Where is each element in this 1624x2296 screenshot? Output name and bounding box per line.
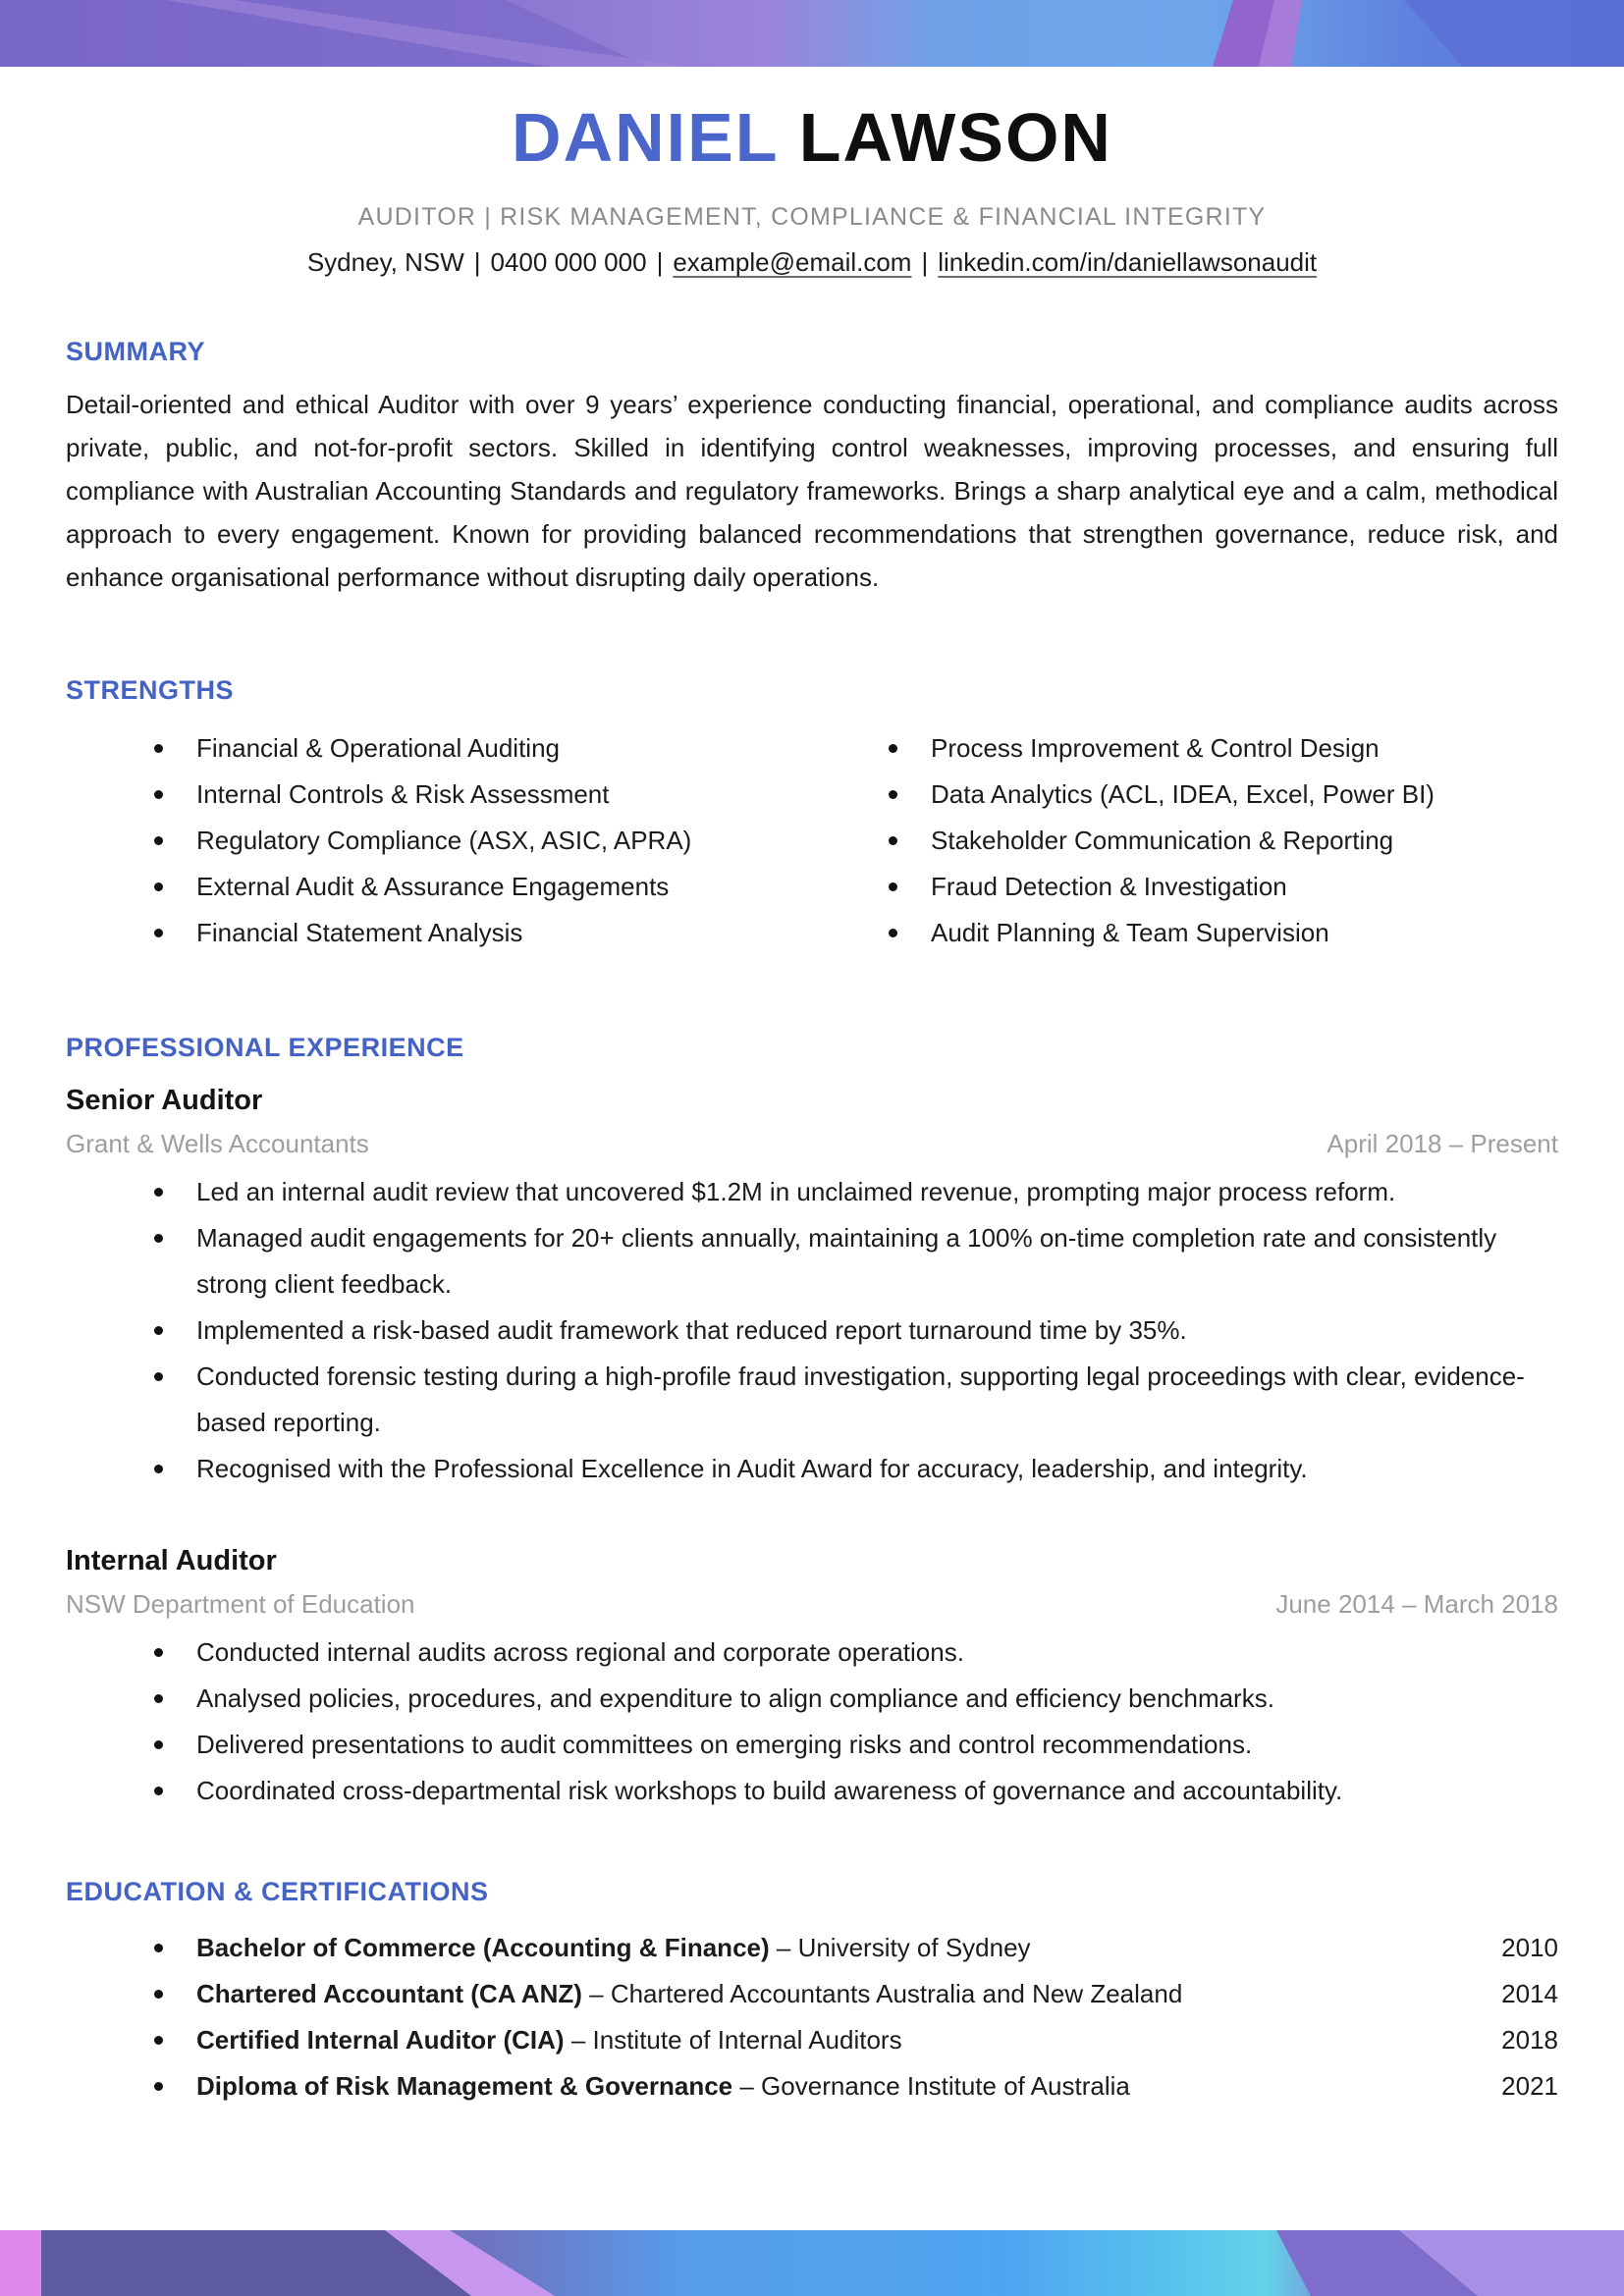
decorative-banner-top [0, 0, 1624, 67]
education-qualification: Chartered Accountant (CA ANZ) [196, 1979, 582, 2008]
name-heading [0, 100, 1624, 176]
last-name: LAWSON [798, 99, 1112, 176]
strength-item: Regulatory Compliance (ASX, ASIC, APRA) [154, 818, 812, 864]
education-year: 2018 [1501, 2025, 1558, 2055]
education-item [154, 1971, 1558, 2017]
job-bullet: Recognised with the Professional Excellence in Audit Award for accuracy, leadership, and integrity. [154, 1446, 1558, 1492]
contact-linkedin-link[interactable]: linkedin.com/in/daniellawsonaudit [938, 247, 1318, 277]
job-bullet-list [66, 1629, 1558, 1814]
job-company: NSW Department of Education [66, 1589, 415, 1619]
strengths-list-right [812, 725, 1558, 956]
strength-item: Stakeholder Communication & Reporting [889, 818, 1558, 864]
strength-item: Data Analytics (ACL, IDEA, Excel, Power BI) [889, 772, 1558, 818]
job-title: Internal Auditor [66, 1545, 277, 1576]
job-bullet: Implemented a risk-based audit framework that reduced report turnaround time by 35%. [154, 1308, 1558, 1354]
job-bullet: Conducted forensic testing during a high-profile fraud investigation, supporting legal proceedings with clear, evidence-based reporting. [154, 1354, 1558, 1446]
education-item [154, 1925, 1558, 1971]
summary-section [66, 337, 1558, 599]
strengths-section [66, 675, 1558, 956]
job-bullet: Delivered presentations to audit committees on emerging risks and control recommendations. [154, 1722, 1558, 1768]
education-text [196, 2063, 1130, 2109]
strength-item: External Audit & Assurance Engagements [154, 864, 812, 910]
education-text [196, 1971, 1182, 2017]
experience-section [66, 1033, 1558, 1814]
contact-separator: | [473, 247, 481, 277]
education-list [66, 1925, 1558, 2109]
education-section [66, 1877, 1558, 2109]
contact-phone: 0400 000 000 [490, 247, 647, 277]
contact-separator: | [921, 247, 929, 277]
job-entry-senior-auditor [66, 1085, 1558, 1492]
summary-text: Detail-oriented and ethical Auditor with over 9 years’ experience conducting financial, operational, and compliance audits across private, public, and not-for-profit sectors. Skilled in identifying control weaknesses, improving processes, and ensuring full compliance with Australian Accounting Standards and regulatory frameworks. Brings a sharp analytical eye and a calm, methodical approach to every engagement. Known for providing balanced recommendations that strengthen governance, reduce risk, and enhance organisational performance without disrupting daily operations. [66, 390, 1558, 592]
job-company: Grant & Wells Accountants [66, 1129, 369, 1158]
strengths-section-title: STRENGTHS [66, 675, 235, 705]
job-meta [66, 1129, 1558, 1159]
education-text [196, 1925, 1031, 1971]
education-item [154, 2017, 1558, 2063]
contact-separator: | [656, 247, 664, 277]
first-name: DANIEL [512, 99, 779, 176]
job-dates: April 2018 – Present [1326, 1129, 1558, 1158]
resume-body [66, 337, 1558, 2109]
strength-item: Financial Statement Analysis [154, 910, 812, 956]
job-bullet-list [66, 1169, 1558, 1492]
strengths-list-left [66, 725, 812, 956]
contact-email-link[interactable]: example@email.com [673, 247, 912, 277]
education-qualification: Diploma of Risk Management & Governance [196, 2071, 733, 2101]
education-institution: – Governance Institute of Australia [739, 2071, 1130, 2101]
strength-item: Fraud Detection & Investigation [889, 864, 1558, 910]
strength-item: Process Improvement & Control Design [889, 725, 1558, 772]
education-text [196, 2017, 902, 2063]
job-bullet: Led an internal audit review that uncovered $1.2M in unclaimed revenue, prompting major process reform. [154, 1169, 1558, 1215]
resume-header [0, 100, 1624, 278]
summary-section-title: SUMMARY [66, 337, 205, 366]
contact-location: Sydney, NSW [306, 247, 464, 277]
education-section-title: EDUCATION & CERTIFICATIONS [66, 1877, 489, 1906]
education-institution: – Chartered Accountants Australia and New Zealand [589, 1979, 1183, 2008]
education-qualification: Certified Internal Auditor (CIA) [196, 2025, 565, 2055]
strengths-columns [66, 725, 1558, 956]
contact-line [0, 247, 1624, 278]
education-institution: – Institute of Internal Auditors [570, 2025, 902, 2055]
job-bullet: Analysed policies, procedures, and expenditure to align compliance and efficiency benchmarks. [154, 1676, 1558, 1722]
role-subtitle: AUDITOR | RISK MANAGEMENT, COMPLIANCE & FINANCIAL INTEGRITY [357, 203, 1267, 231]
education-year: 2014 [1501, 1979, 1558, 2008]
decorative-banner-bottom [0, 2230, 1624, 2296]
experience-section-title: PROFESSIONAL EXPERIENCE [66, 1033, 464, 1062]
education-item [154, 2063, 1558, 2109]
strength-item: Internal Controls & Risk Assessment [154, 772, 812, 818]
strength-item: Audit Planning & Team Supervision [889, 910, 1558, 956]
job-meta [66, 1589, 1558, 1620]
job-entry-internal-auditor [66, 1545, 1558, 1814]
education-year: 2010 [1501, 1933, 1558, 1962]
job-bullet: Managed audit engagements for 20+ clients annually, maintaining a 100% on-time completion rate and consistently strong client feedback. [154, 1215, 1558, 1308]
education-qualification: Bachelor of Commerce (Accounting & Finance) [196, 1933, 770, 1962]
job-dates: June 2014 – March 2018 [1275, 1589, 1558, 1619]
job-title: Senior Auditor [66, 1085, 263, 1116]
banner-bottom-pink-strip [0, 2230, 41, 2296]
job-bullet: Coordinated cross-departmental risk workshops to build awareness of governance and accountability. [154, 1768, 1558, 1814]
strength-item: Financial & Operational Auditing [154, 725, 812, 772]
education-year: 2021 [1501, 2071, 1558, 2101]
education-institution: – University of Sydney [776, 1933, 1031, 1962]
job-bullet: Conducted internal audits across regional and corporate operations. [154, 1629, 1558, 1676]
